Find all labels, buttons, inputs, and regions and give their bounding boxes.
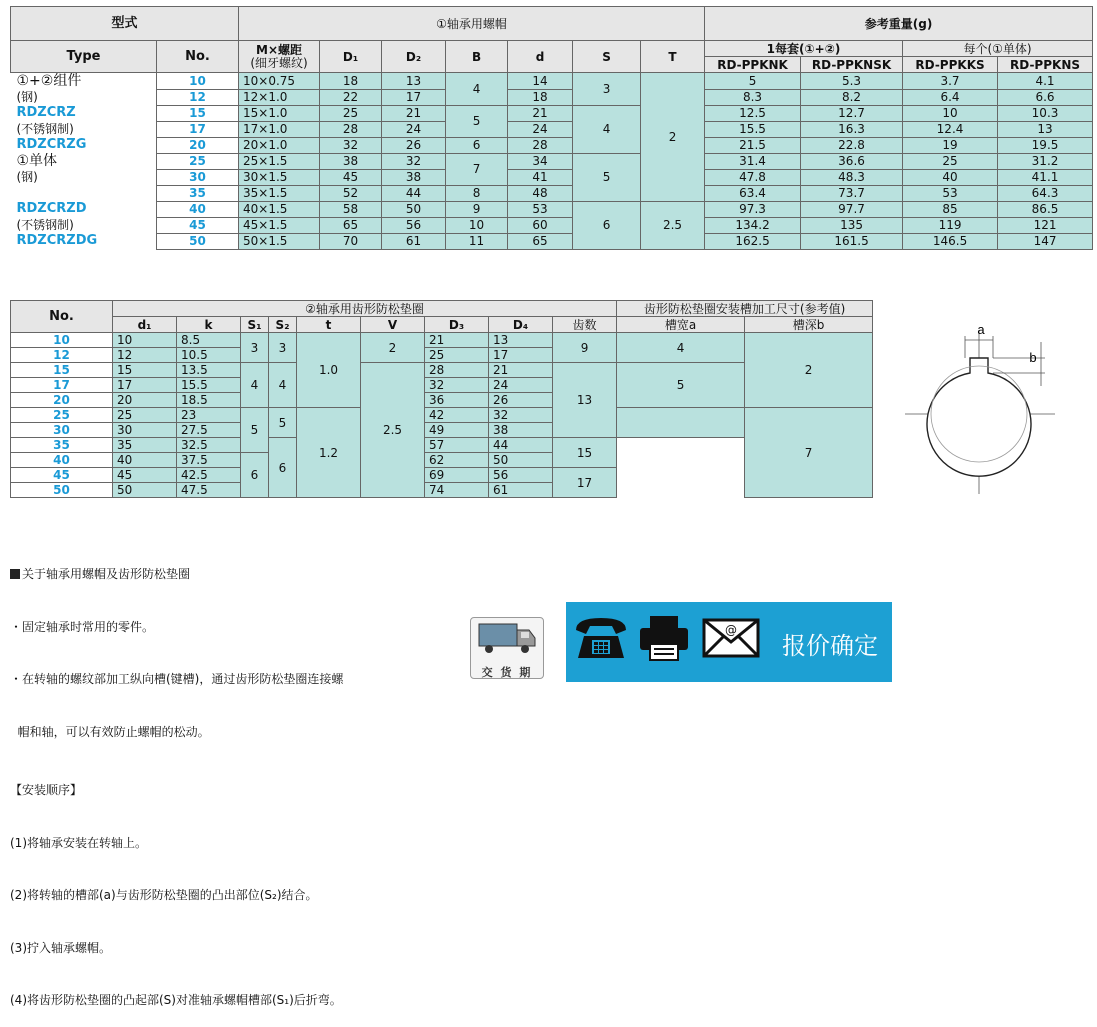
cell-d2: 56 [382, 217, 446, 233]
type-label: (钢) [16, 90, 38, 104]
cell-d4: 13 [489, 333, 553, 348]
header-v: V [361, 317, 425, 333]
cell-d4: 50 [489, 453, 553, 468]
cell-d2: 44 [382, 185, 446, 201]
cell-k: 42.5 [177, 468, 241, 483]
cell-d2: 13 [382, 73, 446, 90]
cell-w4: 13 [998, 121, 1093, 137]
cell-d1: 52 [320, 185, 382, 201]
cell-v: 2 [361, 333, 425, 363]
cell-d1: 15 [113, 363, 177, 378]
cell-d3: 21 [425, 333, 489, 348]
cell-w1: 12.5 [705, 105, 801, 121]
header-rd-ppkks: RD-PPKKS [903, 57, 998, 73]
cell-k: 8.5 [177, 333, 241, 348]
cell-w1: 8.3 [705, 89, 801, 105]
row-no[interactable]: 20 [11, 393, 113, 408]
cell-w3: 10 [903, 105, 998, 121]
cell-b: 9 [446, 201, 508, 217]
cell-s: 4 [573, 105, 641, 153]
table-row [11, 185, 1093, 201]
cell-t: 2.5 [641, 201, 705, 249]
cell-s2: 3 [269, 333, 297, 363]
cell-d3: 57 [425, 438, 489, 453]
quote-label[interactable]: 报价确定 [782, 632, 878, 660]
cell-w3: 25 [903, 153, 998, 169]
cell-s1: 6 [241, 453, 269, 498]
row-no[interactable]: 10 [11, 333, 113, 348]
header-s2: S₂ [269, 317, 297, 333]
header-groove-depth: 槽深b [745, 317, 873, 333]
cell-d4: 38 [489, 423, 553, 438]
row-no[interactable]: 30 [157, 169, 239, 185]
row-no[interactable]: 45 [11, 468, 113, 483]
cell-k: 32.5 [177, 438, 241, 453]
cell-k: 37.5 [177, 453, 241, 468]
cell-groove-width: 4 [617, 333, 745, 363]
cell-groove-depth: 2 [745, 333, 873, 408]
cell-teeth: 13 [553, 363, 617, 438]
cell-w1: 15.5 [705, 121, 801, 137]
cell-d1: 18 [320, 73, 382, 90]
table-row [11, 438, 873, 453]
cell-d4: 26 [489, 393, 553, 408]
cell-d1: 50 [113, 483, 177, 498]
cell-s1: 3 [241, 333, 269, 363]
cell-b: 6 [446, 137, 508, 153]
cell-d: 34 [508, 153, 573, 169]
cell-groove-width: 5 [617, 363, 745, 408]
header-d: d [508, 41, 573, 73]
cell-d1: 58 [320, 201, 382, 217]
cell-d4: 32 [489, 408, 553, 423]
cell-m: 10×0.75 [239, 73, 320, 90]
cell-d3: 42 [425, 408, 489, 423]
row-no[interactable]: 50 [157, 233, 239, 249]
quote-banner[interactable] [566, 602, 892, 682]
cell-d4: 56 [489, 468, 553, 483]
header-no: No. [11, 301, 113, 333]
cell-d3: 25 [425, 348, 489, 363]
cell-d1: 45 [113, 468, 177, 483]
header-b: B [446, 41, 508, 73]
header-m-pitch-line2: (细牙螺纹) [250, 55, 308, 70]
cell-d: 14 [508, 73, 573, 90]
cell-k: 47.5 [177, 483, 241, 498]
header-m-pitch [239, 41, 320, 73]
header-s1: S₁ [241, 317, 269, 333]
cell-d3: 74 [425, 483, 489, 498]
header-m-pitch-line1: M×螺距 [256, 42, 303, 57]
cell-b: 5 [446, 105, 508, 137]
cell-d4: 44 [489, 438, 553, 453]
cell-m: 50×1.5 [239, 233, 320, 249]
cell-w2: 8.2 [801, 89, 903, 105]
cell-d1: 65 [320, 217, 382, 233]
row-no[interactable]: 12 [157, 89, 239, 105]
cell-d: 41 [508, 169, 573, 185]
cell-w4: 147 [998, 233, 1093, 249]
cell-d3: 32 [425, 378, 489, 393]
cell-w3: 19 [903, 137, 998, 153]
cell-d3: 49 [425, 423, 489, 438]
row-no[interactable]: 45 [157, 217, 239, 233]
cell-w4: 41.1 [998, 169, 1093, 185]
header-k: k [177, 317, 241, 333]
cell-w2: 36.6 [801, 153, 903, 169]
table-row [11, 333, 873, 348]
cell-d1: 32 [320, 137, 382, 153]
header-type-cn: 型式 [11, 7, 239, 41]
table-row [11, 73, 1093, 90]
row-no[interactable]: 30 [11, 423, 113, 438]
row-no[interactable]: 20 [157, 137, 239, 153]
cell-w1: 63.4 [705, 185, 801, 201]
row-no[interactable]: 25 [11, 408, 113, 423]
cell-d2: 61 [382, 233, 446, 249]
cell-s1: 5 [241, 408, 269, 453]
cell-s1: 4 [241, 363, 269, 408]
cell-d2: 38 [382, 169, 446, 185]
cell-d1: 70 [320, 233, 382, 249]
cell-w1: 5 [705, 73, 801, 90]
row-no[interactable]: 40 [11, 453, 113, 468]
notes-title: 关于轴承用螺帽及齿形防松垫圈 [22, 567, 191, 581]
cell-w3: 40 [903, 169, 998, 185]
header-no: No. [157, 41, 239, 73]
table-row [11, 233, 1093, 249]
cell-d: 21 [508, 105, 573, 121]
cell-b: 7 [446, 153, 508, 185]
note-line: 帽和轴，可以有效防止螺帽的松动。 [10, 724, 210, 739]
header-d2: D₂ [382, 41, 446, 73]
cell-m: 25×1.5 [239, 153, 320, 169]
type-label: RDZCRZ [16, 105, 76, 120]
header-groove: 齿形防松垫圈安装槽加工尺寸(参考值) [617, 301, 873, 317]
header-d1: d₁ [113, 317, 177, 333]
cell-teeth: 9 [553, 333, 617, 363]
notes-section [10, 531, 343, 1027]
cell-m: 17×1.0 [239, 121, 320, 137]
cell-w3: 6.4 [903, 89, 998, 105]
header-weight-single: 每个(①单体) [903, 41, 1093, 57]
cell-d1: 17 [113, 378, 177, 393]
cell-d1: 28 [320, 121, 382, 137]
cell-d2: 50 [382, 201, 446, 217]
svg-text:@: @ [725, 623, 737, 637]
cell-d1: 12 [113, 348, 177, 363]
header-rd-ppknsk: RD-PPKNSK [801, 57, 903, 73]
table-row [11, 105, 1093, 121]
email-icon[interactable] [702, 616, 760, 660]
row-no[interactable]: 17 [157, 121, 239, 137]
cell-d1: 35 [113, 438, 177, 453]
table-row [11, 363, 873, 378]
cell-groove-width: 7 [745, 408, 873, 498]
row-no[interactable]: 35 [157, 185, 239, 201]
cell-w2: 97.7 [801, 201, 903, 217]
header-d1: D₁ [320, 41, 382, 73]
cell-d: 18 [508, 89, 573, 105]
notes-title-row [10, 566, 343, 584]
cell-k: 13.5 [177, 363, 241, 378]
row-no[interactable]: 40 [157, 201, 239, 217]
washer-spec-table [10, 300, 873, 498]
cell-w3: 146.5 [903, 233, 998, 249]
cell-m: 35×1.5 [239, 185, 320, 201]
table-row [11, 121, 1093, 137]
cell-w2: 73.7 [801, 185, 903, 201]
cell-t: 2 [641, 73, 705, 202]
cell-d: 53 [508, 201, 573, 217]
table-row [11, 201, 1093, 217]
cell-w2: 48.3 [801, 169, 903, 185]
cell-s: 5 [573, 153, 641, 201]
cell-m: 12×1.0 [239, 89, 320, 105]
cell-teeth: 15 [553, 438, 617, 468]
cell-d4: 17 [489, 348, 553, 363]
type-label: (不锈钢制) [16, 218, 74, 232]
cell-w3: 12.4 [903, 121, 998, 137]
header-d3: D₃ [425, 317, 489, 333]
note-line: ・固定轴承时常用的零件。 [10, 619, 155, 634]
cell-b: 4 [446, 73, 508, 106]
table-row [11, 169, 1093, 185]
header-d4: D₄ [489, 317, 553, 333]
cell-t: 1.2 [297, 408, 361, 498]
cell-d: 60 [508, 217, 573, 233]
cell-w4: 86.5 [998, 201, 1093, 217]
cell-m: 45×1.5 [239, 217, 320, 233]
nut-spec-table [10, 6, 1093, 250]
type-label: RDZCRZG [16, 137, 87, 152]
cell-v: 2.5 [361, 363, 425, 498]
cell-s: 3 [573, 73, 641, 106]
cell-d1: 38 [320, 153, 382, 169]
row-no[interactable]: 35 [11, 438, 113, 453]
cell-w2: 161.5 [801, 233, 903, 249]
row-no[interactable]: 15 [11, 363, 113, 378]
cell-d: 48 [508, 185, 573, 201]
cell-d: 24 [508, 121, 573, 137]
cell-k: 23 [177, 408, 241, 423]
table-row [11, 408, 873, 423]
shaft-groove-diagram [905, 316, 1085, 496]
header-rd-ppkns: RD-PPKNS [998, 57, 1093, 73]
cell-w1: 162.5 [705, 233, 801, 249]
header-t: t [297, 317, 361, 333]
cell-w4: 121 [998, 217, 1093, 233]
type-label: RDZCRZD [16, 201, 87, 216]
cell-d1: 25 [113, 408, 177, 423]
square-bullet-icon [10, 569, 20, 579]
cell-w1: 21.5 [705, 137, 801, 153]
shaft-outline [927, 358, 1031, 476]
truck-icon [471, 618, 543, 660]
row-no[interactable]: 12 [11, 348, 113, 363]
printer-icon[interactable] [638, 612, 690, 664]
cell-b: 10 [446, 217, 508, 233]
table-row [11, 153, 1093, 169]
table-row [11, 89, 1093, 105]
install-step: (4)将齿形防松垫圈的凸起部(S)对准轴承螺帽槽部(S₁)后折弯。 [10, 993, 342, 1007]
cell-k: 18.5 [177, 393, 241, 408]
header-nut: ①轴承用螺帽 [239, 7, 705, 41]
row-no[interactable]: 10 [157, 73, 239, 90]
cell-w2: 12.7 [801, 105, 903, 121]
table-row [11, 217, 1093, 233]
cell-d1: 40 [113, 453, 177, 468]
cell-d1: 20 [113, 393, 177, 408]
cell-w4: 31.2 [998, 153, 1093, 169]
row-no[interactable]: 25 [157, 153, 239, 169]
dim-b-label: b [1029, 350, 1037, 365]
cell-d1: 10 [113, 333, 177, 348]
header-groove-width: 槽宽a [617, 317, 745, 333]
header-type-en: Type [11, 41, 157, 73]
cell-d: 28 [508, 137, 573, 153]
cell-d1: 25 [320, 105, 382, 121]
type-label: ①单体 [16, 153, 58, 169]
cell-m: 20×1.0 [239, 137, 320, 153]
cell-w3: 119 [903, 217, 998, 233]
cell-d1: 30 [113, 423, 177, 438]
cell-w4: 4.1 [998, 73, 1093, 90]
dim-a-label: a [977, 322, 985, 337]
cell-w2: 5.3 [801, 73, 903, 90]
cell-k: 15.5 [177, 378, 241, 393]
row-no[interactable]: 15 [157, 105, 239, 121]
header-weight-set: 1每套(①+②) [705, 41, 903, 57]
header-washer: ②轴承用齿形防松垫圈 [113, 301, 617, 317]
cell-d4: 24 [489, 378, 553, 393]
cell-w1: 47.8 [705, 169, 801, 185]
cell-s2: 6 [269, 438, 297, 498]
cell-d3: 36 [425, 393, 489, 408]
cell-t: 1.0 [297, 333, 361, 408]
cell-w4: 64.3 [998, 185, 1093, 201]
row-no[interactable]: 50 [11, 483, 113, 498]
cell-w2: 16.3 [801, 121, 903, 137]
cell-d1: 45 [320, 169, 382, 185]
cell-d4: 61 [489, 483, 553, 498]
header-t: T [641, 41, 705, 73]
cell-m: 15×1.0 [239, 105, 320, 121]
cell-w1: 134.2 [705, 217, 801, 233]
install-step: (3)拧入轴承螺帽。 [10, 940, 111, 955]
cell-d3: 69 [425, 468, 489, 483]
type-label: (钢) [16, 170, 38, 184]
table-row [11, 483, 873, 498]
phone-icon[interactable] [572, 612, 630, 662]
cell-w3: 53 [903, 185, 998, 201]
cell-s2: 4 [269, 363, 297, 408]
cell-w3: 3.7 [903, 73, 998, 90]
cell-w1: 97.3 [705, 201, 801, 217]
cell-w4: 19.5 [998, 137, 1093, 153]
install-title: 【安装顺序】 [10, 783, 83, 797]
cell-d1: 22 [320, 89, 382, 105]
cell-teeth-empty [617, 408, 745, 438]
cell-s: 6 [573, 201, 641, 249]
note-line: ・在转轴的螺纹部加工纵向槽(键槽)，通过齿形防松垫圈连接螺 [10, 672, 344, 686]
type-label: (不锈钢制) [16, 122, 74, 136]
cell-m: 40×1.5 [239, 201, 320, 217]
cell-k: 10.5 [177, 348, 241, 363]
type-label: RDZCRZDG [16, 233, 98, 248]
cell-d2: 26 [382, 137, 446, 153]
table-row [11, 453, 873, 468]
install-step: (1)将轴承安装在转轴上。 [10, 835, 147, 850]
cell-d2: 32 [382, 153, 446, 169]
cell-d2: 24 [382, 121, 446, 137]
cell-w2: 135 [801, 217, 903, 233]
type-label: ①+②组件 [16, 73, 82, 89]
table-row [11, 137, 1093, 153]
delivery-label: 交 货 期 [481, 666, 533, 679]
header-weight: 参考重量(g) [705, 7, 1093, 41]
cell-s2: 5 [269, 408, 297, 438]
cell-m: 30×1.5 [239, 169, 320, 185]
cell-w3: 85 [903, 201, 998, 217]
install-step: (2)将转轴的槽部(a)与齿形防松垫圈的凸出部位(S₂)结合。 [10, 888, 318, 902]
cell-w1: 31.4 [705, 153, 801, 169]
row-no[interactable]: 17 [11, 378, 113, 393]
cell-d3: 28 [425, 363, 489, 378]
table-row [11, 468, 873, 483]
cell-k: 27.5 [177, 423, 241, 438]
cell-w4: 6.6 [998, 89, 1093, 105]
cell-b: 11 [446, 233, 508, 249]
cell-d3: 62 [425, 453, 489, 468]
cell-teeth: 17 [553, 468, 617, 498]
cell-d2: 21 [382, 105, 446, 121]
cell-b: 8 [446, 185, 508, 201]
header-rd-ppknk: RD-PPKNK [705, 57, 801, 73]
cell-d4: 21 [489, 363, 553, 378]
delivery-button[interactable] [470, 617, 544, 679]
cell-w4: 10.3 [998, 105, 1093, 121]
cell-w2: 22.8 [801, 137, 903, 153]
cell-d: 65 [508, 233, 573, 249]
type-label-spacer [11, 185, 157, 201]
cell-d2: 17 [382, 89, 446, 105]
header-s: S [573, 41, 641, 73]
header-teeth: 齿数 [553, 317, 617, 333]
